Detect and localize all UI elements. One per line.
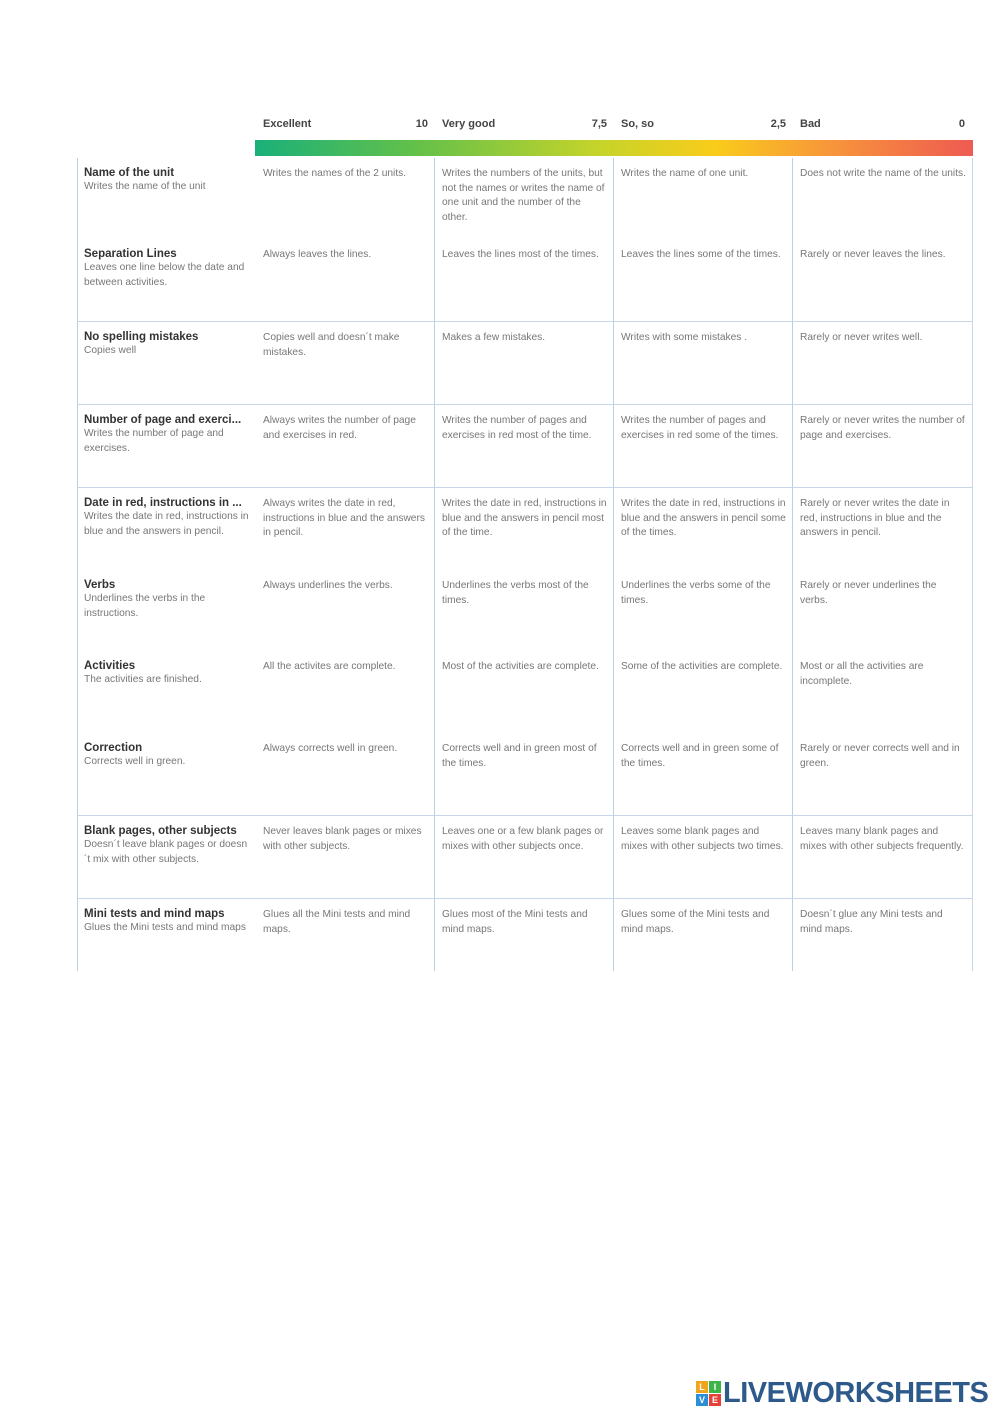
- cell-bad: Does not write the name of the units.: [800, 168, 966, 179]
- score-gradient-bar: [255, 140, 973, 156]
- cell-bad: Rarely or never writes the number of page and exercises.: [800, 415, 965, 441]
- criterion-description: Writes the date in red, instructions in blue and the answers in pencil.: [84, 511, 249, 537]
- criterion: [78, 405, 256, 487]
- level-very-good: [434, 118, 613, 134]
- level-name: Excellent: [263, 118, 312, 130]
- criterion: [78, 733, 256, 815]
- criterion-description: Writes the number of page and exercises.: [84, 428, 224, 454]
- cell-very-good: Most of the activities are complete.: [442, 661, 599, 672]
- criterion-title: Activities: [84, 660, 136, 672]
- criterion-description: The activities are finished.: [84, 674, 202, 685]
- cell-bad: Doesn´t glue any Mini tests and mind maps.: [800, 909, 943, 935]
- criterion-description: Underlines the verbs in the instructions.: [84, 593, 206, 619]
- cell-bad: Leaves many blank pages and mixes with other subjects frequently.: [800, 826, 964, 852]
- cell-bad: Rarely or never corrects well and in green.: [800, 743, 960, 769]
- level-name: So, so: [621, 118, 655, 130]
- criterion-title: Mini tests and mind maps: [84, 908, 225, 920]
- cell-so-so: Writes with some mistakes .: [621, 332, 748, 343]
- cell-excellent: Never leaves blank pages or mixes with other subjects.: [263, 826, 422, 852]
- cell-excellent: Writes the names of the 2 units.: [263, 168, 407, 179]
- cell-very-good: Glues most of the Mini tests and mind maps.: [442, 909, 588, 935]
- criterion-title: Verbs: [84, 579, 116, 591]
- level-score: 0: [958, 118, 965, 130]
- criterion: [78, 158, 256, 239]
- logo-text: LIVEWORKSHEETS: [723, 1376, 989, 1409]
- criterion-row: [78, 158, 972, 239]
- cell-excellent: Copies well and doesn´t make mistakes.: [263, 332, 400, 358]
- criterion: [78, 570, 256, 651]
- cell-so-so: Underlines the verbs some of the times.: [621, 580, 771, 606]
- criterion-title: Correction: [84, 742, 143, 754]
- cell-so-so: Some of the activities are complete.: [621, 661, 783, 672]
- row-group: [78, 899, 972, 971]
- row-group: [78, 816, 972, 899]
- cell-excellent: Always writes the number of page and exercises in red.: [263, 415, 416, 441]
- cell-excellent: Always underlines the verbs.: [263, 580, 393, 591]
- cell-so-so: Glues some of the Mini tests and mind maps.: [621, 909, 770, 935]
- cell-so-so: Leaves some blank pages and mixes with other subjects two times.: [621, 826, 784, 852]
- level-score: 7,5: [591, 118, 607, 130]
- level-score: 2,5: [770, 118, 786, 130]
- criterion: [78, 239, 256, 321]
- row-group: [78, 488, 972, 816]
- criterion-row: [78, 733, 972, 815]
- level-name: Very good: [442, 118, 496, 130]
- cell-very-good: Writes the date in red, instructions in blue and the answers in pencil most of the time.: [442, 498, 607, 538]
- criterion-title: No spelling mistakes: [84, 331, 199, 343]
- rubric-header: [77, 110, 973, 158]
- criterion: [78, 488, 256, 570]
- live-badge-icon: L I V E: [696, 1381, 721, 1406]
- liveworksheets-logo: [696, 1378, 988, 1408]
- cell-very-good: Makes a few mistakes.: [442, 332, 546, 343]
- criterion-description: Copies well: [84, 345, 137, 356]
- cell-so-so: Writes the name of one unit.: [621, 168, 749, 179]
- level-name: Bad: [800, 118, 821, 130]
- criterion-row: [78, 322, 972, 404]
- criterion: [78, 899, 256, 971]
- criterion-title: Blank pages, other subjects: [84, 825, 237, 837]
- criterion: [78, 322, 256, 404]
- cell-bad: Rarely or never writes the date in red, instructions in blue and the answers in pencil.: [800, 498, 950, 538]
- criterion-title: Separation Lines: [84, 248, 177, 260]
- cell-so-so: Writes the number of pages and exercises in red some of the times.: [621, 415, 779, 441]
- cell-very-good: Writes the number of pages and exercises in red most of the time.: [442, 415, 592, 441]
- level-bad: [792, 118, 971, 134]
- cell-very-good: Writes the numbers of the units, but not the names or writes the name of one unit and the number of the other.: [442, 168, 605, 223]
- cell-excellent: Always corrects well in green.: [263, 743, 398, 754]
- row-group: [78, 405, 972, 488]
- criterion-row: [78, 405, 972, 487]
- cell-bad: Rarely or never underlines the verbs.: [800, 580, 937, 606]
- criterion-title: Name of the unit: [84, 167, 175, 179]
- cell-so-so: Writes the date in red, instructions in blue and the answers in pencil some of the times.: [621, 498, 786, 538]
- criterion-row: [78, 570, 972, 651]
- cell-very-good: Leaves the lines most of the times.: [442, 249, 599, 260]
- criterion-row: [78, 816, 972, 898]
- criterion-description: Writes the name of the unit: [84, 181, 206, 192]
- criterion-title: Date in red, instructions in ...: [84, 497, 242, 509]
- cell-so-so: Corrects well and in green some of the times.: [621, 743, 779, 769]
- level-excellent: [255, 118, 434, 134]
- level-so-so: [613, 118, 792, 134]
- row-group: [78, 322, 972, 405]
- cell-bad: Most or all the activities are incomplete.: [800, 661, 924, 687]
- cell-excellent: Glues all the Mini tests and mind maps.: [263, 909, 411, 935]
- cell-very-good: Underlines the verbs most of the times.: [442, 580, 589, 606]
- criterion: [78, 651, 256, 733]
- criterion-description: Corrects well in green.: [84, 756, 186, 767]
- cell-so-so: Leaves the lines some of the times.: [621, 249, 781, 260]
- criterion-row: [78, 488, 972, 570]
- criterion-row: [78, 899, 972, 971]
- criterion-title: Number of page and exerci...: [84, 414, 242, 426]
- rubric: [77, 110, 973, 971]
- cell-excellent: Always writes the date in red, instructions in blue and the answers in pencil.: [263, 498, 425, 538]
- criterion: [78, 816, 256, 898]
- cell-bad: Rarely or never writes well.: [800, 332, 923, 343]
- cell-bad: Rarely or never leaves the lines.: [800, 249, 946, 260]
- row-group: [78, 158, 972, 322]
- criterion-description: Glues the Mini tests and mind maps: [84, 922, 246, 933]
- criterion-row: [78, 239, 972, 321]
- level-score: 10: [415, 118, 428, 130]
- criterion-description: Doesn´t leave blank pages or doesn´t mix with other subjects.: [84, 839, 248, 865]
- cell-very-good: Corrects well and in green most of the times.: [442, 743, 597, 769]
- criterion-row: [78, 651, 972, 733]
- criterion-description: Leaves one line below the date and between activities.: [84, 262, 245, 288]
- rubric-grid: [77, 158, 973, 971]
- cell-excellent: Always leaves the lines.: [263, 249, 372, 260]
- cell-very-good: Leaves one or a few blank pages or mixes with other subjects once.: [442, 826, 604, 852]
- cell-excellent: All the activites are complete.: [263, 661, 396, 672]
